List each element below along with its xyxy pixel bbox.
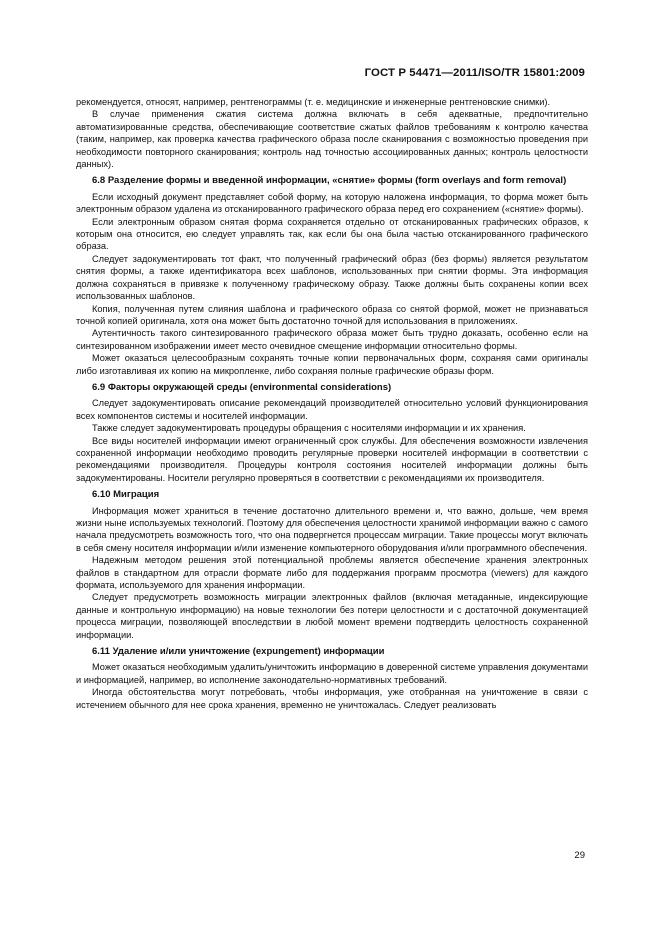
paragraph: Информация может храниться в течение достаточно длительного времени и, что важно, дольше, чем время жизни ныне используемых технологий. Поэтому для обеспечения целостности хранимой информации важно с самого начала предусмотреть возможность того, что она подвергнется процессам миграции. Такие процессы могут включать в себя смену носителя информации и/или изменение компьютерного оборудования и/или программного обеспечения.: [76, 505, 588, 553]
paragraph: Следует задокументировать тот факт, что полученный графический образ (без формы) является результатом снятия формы, а также идентификатора всех шаблонов, использованных при снятии формы. Эта информация должна сохраняться в привязке к полученному графическому образу. Также должны быть сохранены копии всех использованных шаблонов.: [76, 253, 588, 302]
paragraph: Если электронным образом снятая форма сохраняется отдельно от отсканированных графических образов, к которым она относится, ею следует управлять так, как если бы она была частью отсканированного графического образа.: [76, 216, 588, 252]
paragraph: Может оказаться необходимым удалить/уничтожить информацию в доверенной системе управления документами и информацией, например, во исполнение законодательно-нормативных требований.: [76, 662, 588, 685]
paragraph: Копия, полученная путем слияния шаблона и графического образа со снятой формой, может не признаваться точной копией оригинала, хотя она может быть достаточно точной для использования в приложениях.: [76, 303, 588, 326]
paragraph: Надежным методом решения этой потенциальной проблемы является обеспечение хранения электронных файлов в стандартном для отрасли формате либо для поддержания программ просмотра (viewers) для каждого формата, используемого для хранения информации.: [76, 555, 588, 591]
paragraph: Аутентичность такого синтезированного графического образа может быть трудно доказать, особенно если на синтезированном изображении имеет место очевидное смещение информации относительно формы.: [76, 328, 588, 351]
paragraph: Если исходный документ представляет собой форму, на которую наложена информация, то форма может быть электронным образом удалена из отсканированного графического образа перед его сохранением («снятие» формы).: [76, 191, 588, 215]
paragraph: Все виды носителей информации имеют ограниченный срок службы. Для обеспечения возможности извлечения сохраненной информации необходимо проводить регулярные проверки носителей информации в соответствии с рекомендациями производителя. Процедуры контроля состояния носителей информации должны быть задокументированы. Носители регулярно проверяться в соответствии с рекомендациями их производителя.: [76, 435, 588, 483]
section-heading-6-8: 6.8 Разделение формы и введенной информации, «снятие» формы (form overlays and form removal): [92, 175, 567, 187]
paragraph: рекомендуется, относят, например, рентгенограммы (т. е. медицинские и инженерные рентгеновские снимки).: [76, 97, 551, 107]
page-number: 29: [574, 850, 585, 861]
section-heading-6-10: 6.10 Миграция: [92, 489, 160, 501]
paragraph: Также следует задокументировать процедуры обращения с носителями информации и их хранения.: [92, 423, 526, 434]
page-content: [76, 96, 588, 711]
paragraph: В случае применения сжатия система должна включать в себя адекватные, предпочтительно автоматизированные средства, обеспечивающие соответствие сжатых файлов требованиям к контролю качества (таким, например, как проверка качества графического образа после сканирования с возможностью проведения при необходимости повторного сканирования; контроль над точностью ассоциированных данных; контроль целостности данных).: [76, 109, 588, 170]
paragraph: Следует предусмотреть возможность миграции электронных файлов (включая метаданные, индексирующие данные и контрольную информацию) на новые технологии без потери целостности и с достаточной документацией процесса миграции, позволяющей впоследствии в любой момент времени подтвердить целостность сохраненной информации.: [76, 592, 588, 640]
paragraph: Иногда обстоятельства могут потребовать, чтобы информация, уже отобранная на уничтожение в связи с истечением обычного для нее срока хранения, временно не уничтожалась. Следует реализовать: [76, 687, 588, 710]
section-heading-6-9: 6.9 Факторы окружающей среды (environmental considerations): [92, 381, 392, 393]
paragraph: Может оказаться целесообразным сохранять точные копии первоначальных форм, сохраняя сами оригиналы либо изготавливая их копию на микропленке, либо сохраняя полные графические образы форм.: [76, 353, 588, 376]
paragraph: Следует задокументировать описание рекомендаций производителей относительно условий функционирования всех компонентов системы и носителей информации.: [76, 398, 588, 421]
section-heading-6-11: 6.11 Удаление и/или уничтожение (expungement) информации: [92, 646, 385, 658]
document-header: ГОСТ Р 54471—2011/ISO/TR 15801:2009: [364, 67, 585, 79]
